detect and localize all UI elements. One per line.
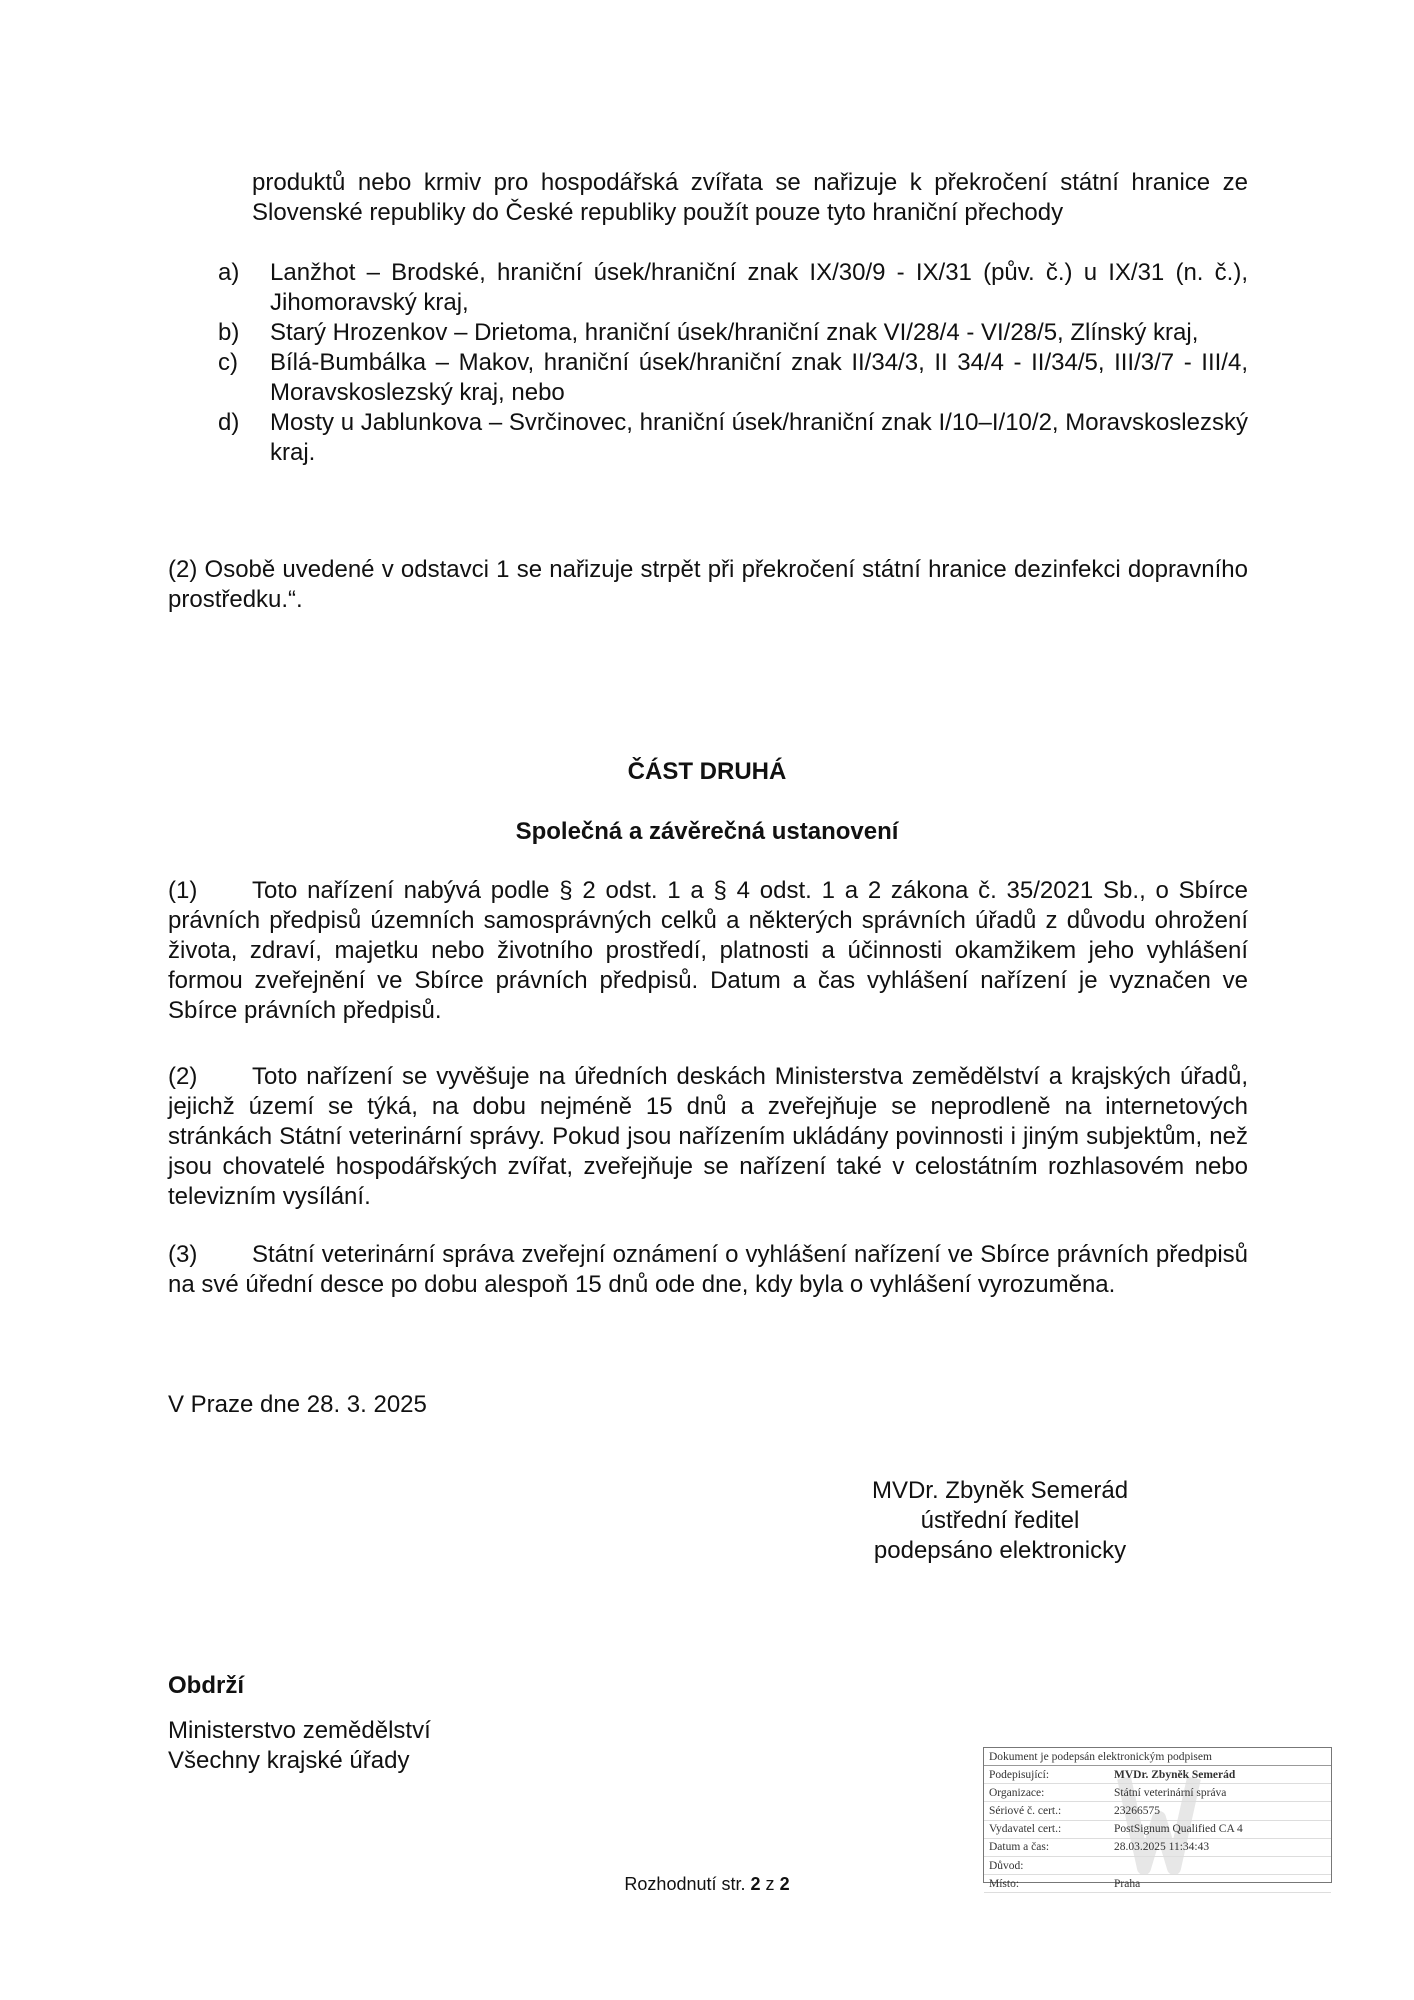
field-value	[1109, 1856, 1331, 1874]
list-item-label: a)	[218, 259, 240, 286]
field-value: Praha	[1109, 1875, 1331, 1893]
list-item	[218, 348, 1248, 408]
list-item-text: Starý Hrozenkov – Drietoma, hraniční úsek/hraniční znak VI/28/4 - VI/28/5, Zlínský kraj,	[270, 319, 1199, 346]
place-and-date: V Praze dne 28. 3. 2025	[168, 1391, 427, 1418]
list-item	[218, 318, 1248, 348]
intro-paragraph: produktů nebo krmiv pro hospodářská zvířata se nařizuje k překročení státní hranice ze Slovenské republiky do České republiky použít pouze tyto hraniční přechody	[252, 169, 1248, 226]
paragraph-number: (1)	[168, 877, 198, 904]
paragraph-text: Toto nařízení se vyvěšuje na úředních deskách Ministerstva zemědělství a krajských úřadů, jejichž území se týká, na dobu nejméně 15 dnů a zveřejňuje se neprodleně na internetových stránkách Státní veterinární správy. Pokud jsou nařízením ukládány povinnosti i jiným subjektům, než jsou chovatelé hospodářských zvířat, zveřejňuje se nařízení také v celostátním rozhlasovém nebo televizním vysílání.	[168, 1063, 1248, 1210]
table-row	[984, 1838, 1331, 1856]
list-item	[218, 408, 1248, 468]
electronic-signature-box	[983, 1747, 1332, 1890]
signer-title: ústřední ředitel	[920, 1507, 1080, 1534]
paragraph-text: Státní veterinární správa zveřejní oznámení o vyhlášení nařízení ve Sbírce právních předpisů na své úřední desce po dobu alespoň 15 dnů ode dne, kdy byla o vyhlášení vyrozuměna.	[168, 1241, 1248, 1298]
recipients-heading: Obdrží	[168, 1672, 244, 1699]
paragraph-number: (3)	[168, 1241, 198, 1268]
list-item-label: b)	[218, 319, 240, 346]
table-row	[984, 1856, 1331, 1874]
list-item-label: c)	[218, 349, 238, 376]
footer-prefix: Rozhodnutí str.	[624, 1874, 746, 1894]
table-row	[984, 1820, 1331, 1838]
table-row	[984, 1875, 1331, 1893]
table-row	[984, 1802, 1331, 1820]
footer-page-total: 2	[779, 1874, 790, 1894]
part-title: ČÁST DRUHÁ	[627, 758, 787, 785]
list-item-label: d)	[218, 409, 240, 436]
table-row	[984, 1784, 1331, 1802]
field-label: Podepisující:	[984, 1766, 1109, 1784]
paragraph-2: (2) Osobě uvedené v odstavci 1 se nařizuje strpět při překročení státní hranice dezinfekci dopravního prostředku.“.	[168, 556, 1248, 613]
signature-box-header: Dokument je podepsán elektronickým podpisem	[984, 1748, 1331, 1766]
list-item-text: Lanžhot – Brodské, hraniční úsek/hraniční znak IX/30/9 - IX/31 (pův. č.) u IX/31 (n. č.), Jihomoravský kraj,	[270, 259, 1248, 316]
field-label: Místo:	[984, 1875, 1109, 1893]
paragraph-number: (2)	[168, 1063, 198, 1090]
field-label: Datum a čas:	[984, 1838, 1109, 1856]
paragraph-text: Toto nařízení nabývá podle § 2 odst. 1 a § 4 odst. 1 a 2 zákona č. 35/2021 Sb., o Sbírce právních předpisů územních samosprávných celků a některých správních úřadů z důvodu ohrožení života, zdraví, majetku nebo životního prostředí, platnosti a účinnosti okamžikem jeho vyhlášení formou zveřejnění ve Sbírce právních předpisů. Datum a čas vyhlášení nařízení je vyznačen ve Sbírce právních předpisů.	[168, 877, 1248, 1024]
list-item-text: Mosty u Jablunkova – Svrčinovec, hraniční úsek/hraniční znak I/10–I/10/2, Moravskoslezský kraj.	[270, 409, 1248, 466]
field-label: Sériové č. cert.:	[984, 1802, 1109, 1820]
field-label: Organizace:	[984, 1784, 1109, 1802]
recipient: Ministerstvo zemědělství	[168, 1717, 431, 1744]
field-value: 23266575	[1109, 1802, 1331, 1820]
recipients-list	[168, 1716, 431, 1776]
table-row	[984, 1766, 1331, 1784]
field-value: 28.03.2025 11:34:43	[1109, 1838, 1331, 1856]
border-crossings-list	[218, 258, 1248, 468]
field-value: MVDr. Zbyněk Semerád	[1109, 1766, 1331, 1784]
list-item	[218, 258, 1248, 318]
final-paragraph-1	[168, 876, 1248, 1026]
list-item-text: Bílá-Bumbálka – Makov, hraniční úsek/hraniční znak II/34/3, II 34/4 - II/34/5, III/3/7 - III/4, Moravskoslezský kraj, nebo	[270, 349, 1248, 406]
signer-note: podepsáno elektronicky	[873, 1537, 1127, 1564]
field-label: Vydavatel cert.:	[984, 1820, 1109, 1838]
footer-page-number: 2	[750, 1874, 761, 1894]
signature-details-table	[984, 1766, 1331, 1893]
recipient: Všechny krajské úřady	[168, 1747, 410, 1774]
field-value: Státní veterinární správa	[1109, 1784, 1331, 1802]
final-paragraph-2	[168, 1062, 1248, 1212]
footer-separator: z	[765, 1874, 775, 1894]
signer-name: MVDr. Zbyněk Semerád	[871, 1477, 1129, 1504]
signer-block	[850, 1476, 1150, 1566]
field-value: PostSignum Qualified CA 4	[1109, 1820, 1331, 1838]
final-paragraph-3	[168, 1240, 1248, 1300]
part-subtitle: Společná a závěrečná ustanovení	[515, 818, 899, 845]
field-label: Důvod:	[984, 1856, 1109, 1874]
